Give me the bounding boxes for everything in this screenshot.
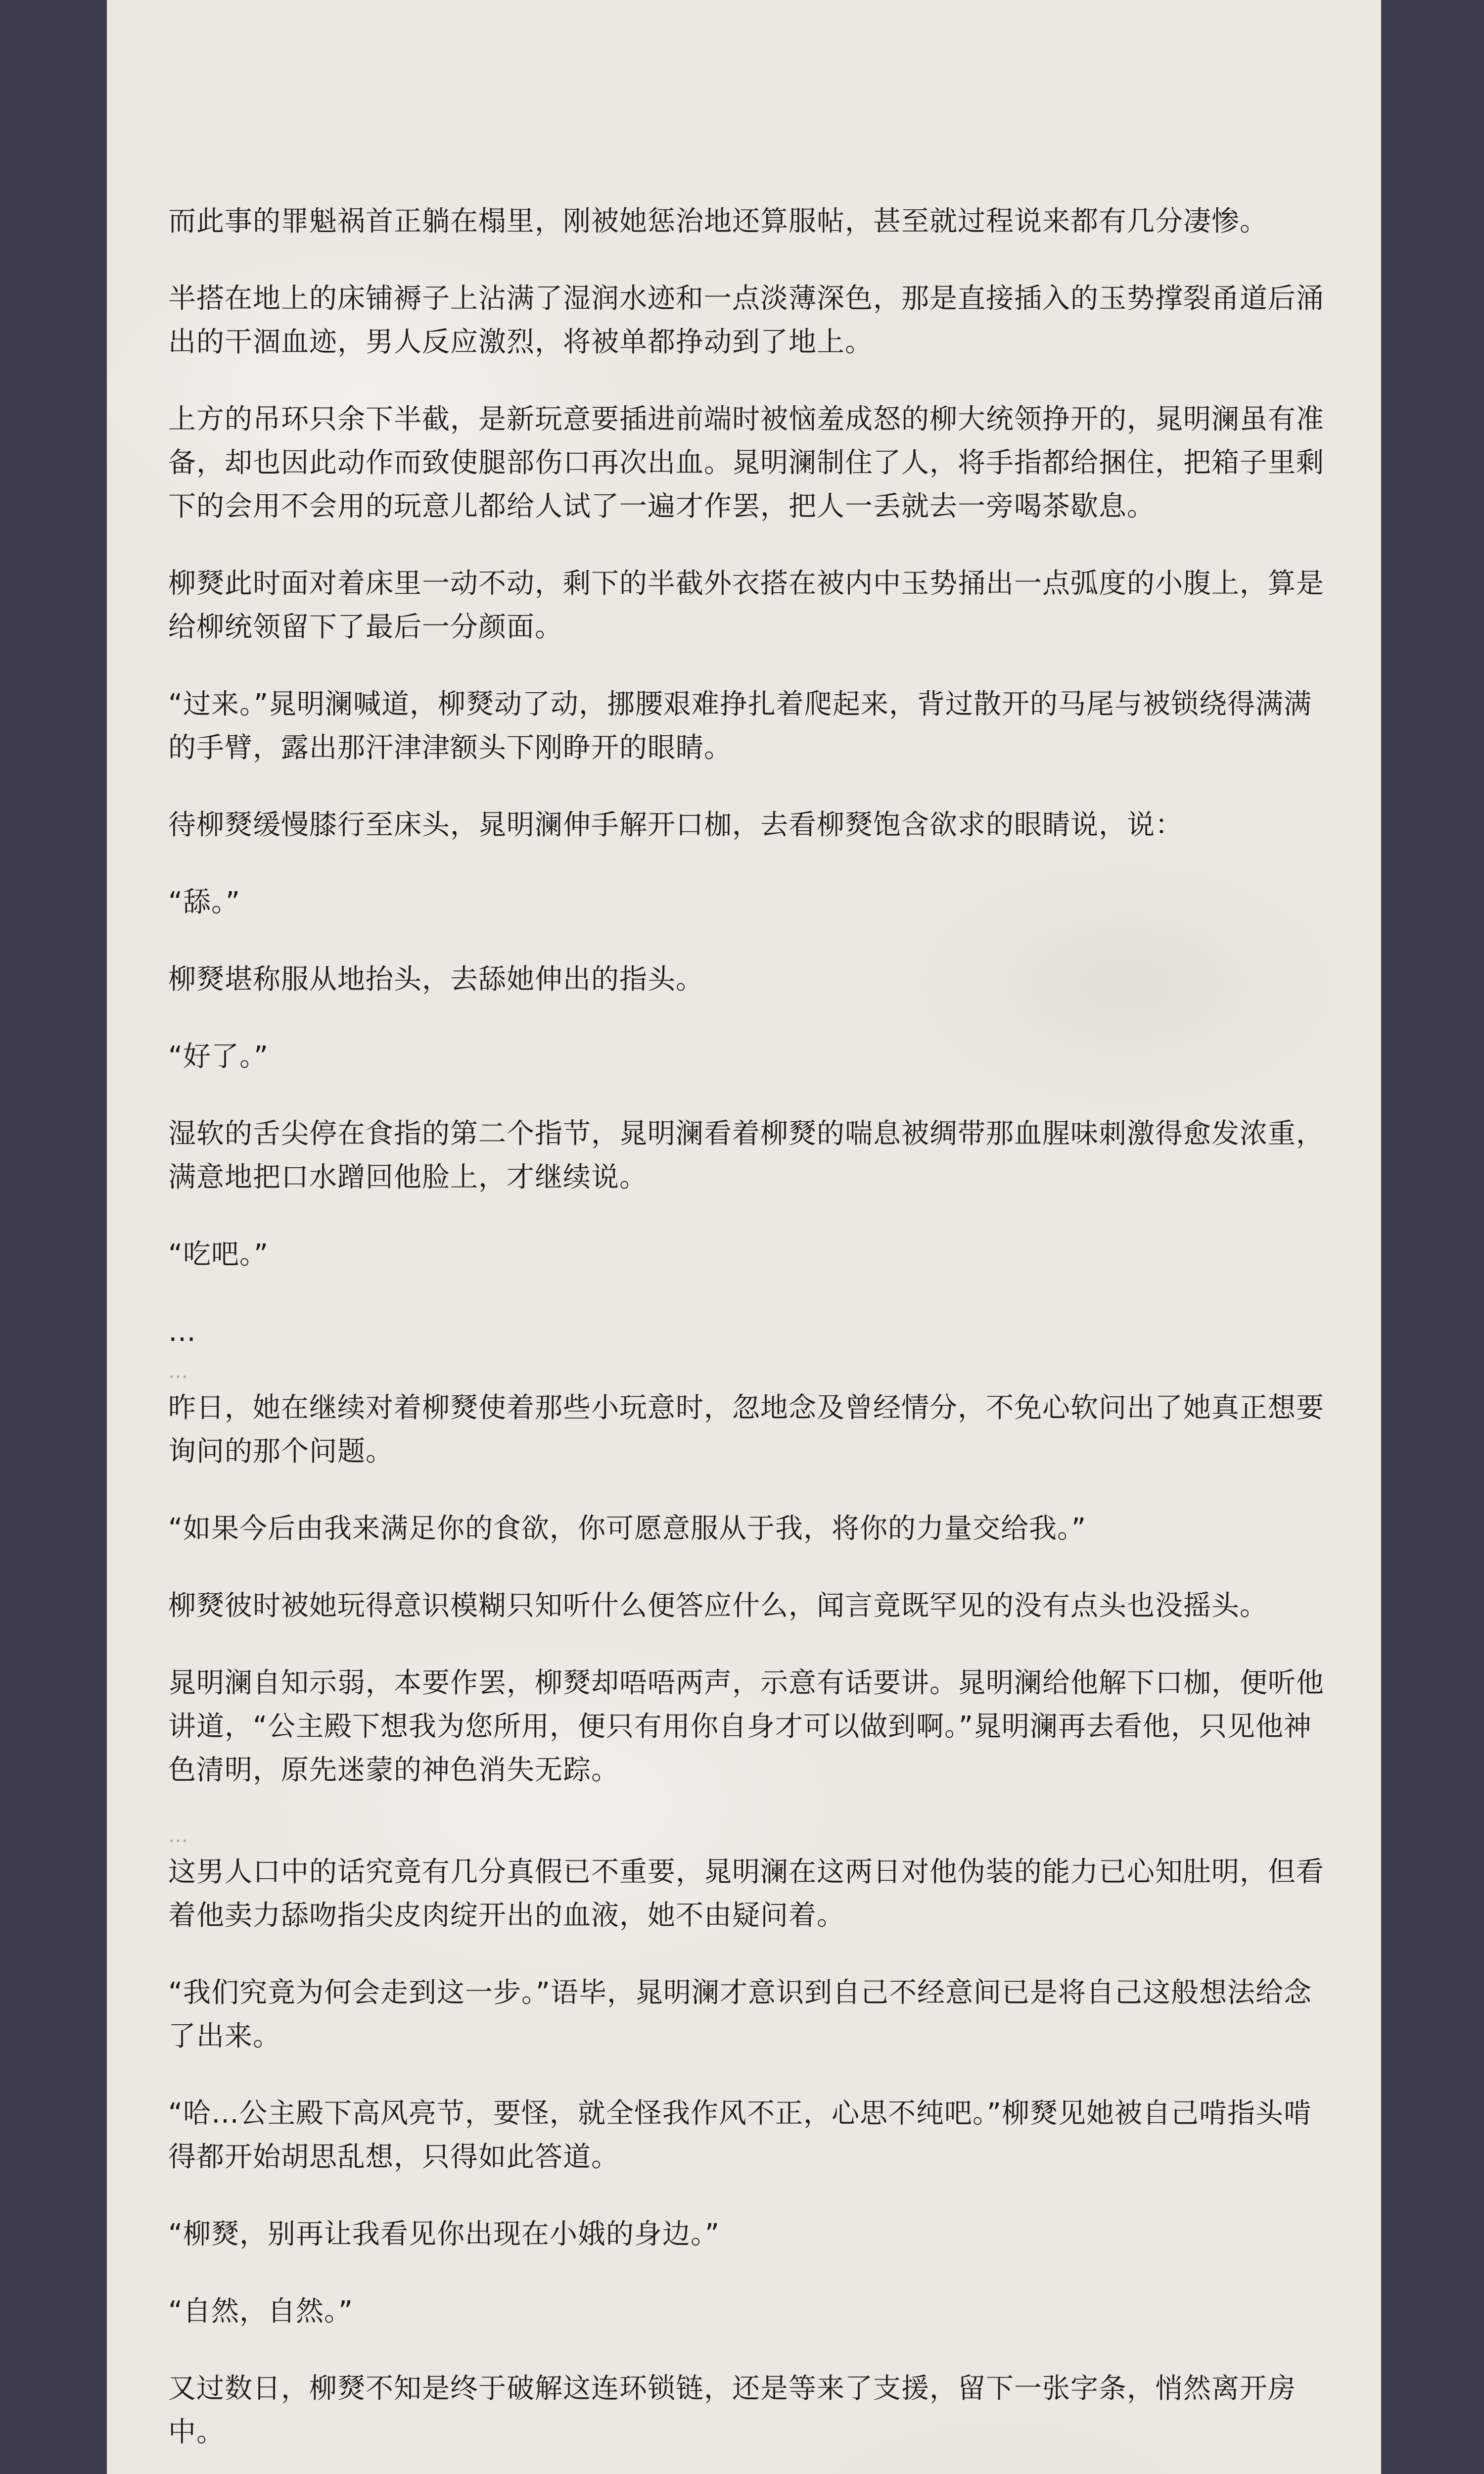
paragraph: 待柳燹缓慢膝行至床头，晁明澜伸手解开口枷，去看柳燹饱含欲求的眼睛说，说：	[168, 809, 1183, 841]
article-body	[168, 200, 1326, 2474]
paragraph: “过来。”晁明澜喊道，柳燹动了动，挪腰艰难挣扎着爬起来，背过散开的马尾与被锁绕得满满的手臂，露出那汗津津额头下刚睁开的眼睛。	[168, 688, 1312, 764]
paragraph: 柳燹彼时被她玩得意识模糊只知听什么便答应什么，闻言竟既罕见的没有点头也没摇头。	[168, 1590, 1268, 1622]
paragraph: 而此事的罪魁祸首正躺在榻里，刚被她惩治地还算服帖，甚至就过程说来都有几分凄惨。	[168, 205, 1268, 238]
paragraph: “吃吧。”	[168, 1238, 269, 1271]
paragraph: …	[168, 1824, 188, 1847]
paragraph: …	[168, 1360, 188, 1383]
paragraph: 又过数日，柳燹不知是终于破解这连环锁链，还是等来了支援，留下一张字条，悄然离开房中。	[168, 2373, 1296, 2448]
paper-background	[107, 0, 1381, 2474]
paragraph: “好了。”	[168, 1041, 269, 1073]
paragraph: …	[168, 1316, 196, 1348]
paragraph: 晁明澜自知示弱，本要作罢，柳燹却唔唔两声，示意有话要讲。晁明澜给他解下口枷，便听他讲道，“公主殿下想我为您所用，便只有用你自身才可以做到啊。”晁明澜再去看他，只见他神色清明，原先迷蒙的神色消失无踪。	[168, 1667, 1324, 1786]
paragraph: “哈…公主殿下高风亮节，要怪，就全怪我作风不正，心思不纯吧。”柳燹见她被自己啃指头啃得都开始胡思乱想，只得如此答道。	[168, 2097, 1312, 2173]
paragraph: “柳燹，别再让我看见你出现在小娥的身边。”	[168, 2218, 720, 2250]
paragraph: 昨日，她在继续对着柳燹使着那些小玩意时，忽地念及曾经情分，不免心软问出了她真正想要询问的那个问题。	[168, 1392, 1324, 1468]
paragraph: “舔。”	[168, 886, 241, 918]
paragraph: “我们究竟为何会走到这一步。”语毕，晁明澜才意识到自己不经意间已是将自己这般想法给念了出来。	[168, 1977, 1312, 2052]
paragraph: “如果今后由我来满足你的食欲，你可愿意服从于我，将你的力量交给我。”	[168, 1513, 1087, 1545]
paragraph: 半搭在地上的床铺褥子上沾满了湿润水迹和一点淡薄深色，那是直接插入的玉势撑裂甬道后涌出的干涸血迹，男人反应激烈，将被单都挣动到了地上。	[168, 283, 1324, 358]
paragraph: 湿软的舌尖停在食指的第二个指节，晁明澜看着柳燹的喘息被绸带那血腥味刺激得愈发浓重，满意地把口水蹭回他脸上，才继续说。	[168, 1118, 1324, 1193]
paragraph: 柳燹此时面对着床里一动不动，剩下的半截外衣搭在被内中玉势捅出一点弧度的小腹上，算是给柳统领留下了最后一分颜面。	[168, 568, 1324, 643]
paragraph: 这男人口中的话究竟有几分真假已不重要，晁明澜在这两日对他伪装的能力已心知肚明，但看着他卖力舔吻指尖皮肉绽开出的血液，她不由疑问着。	[168, 1856, 1324, 1932]
paragraph: 柳燹堪称服从地抬头，去舔她伸出的指头。	[168, 963, 704, 996]
paragraph: “自然，自然。”	[168, 2295, 354, 2328]
paragraph: 上方的吊环只余下半截，是新玩意要插进前端时被恼羞成怒的柳大统领挣开的，晁明澜虽有准备，却也因此动作而致使腿部伤口再次出血。晁明澜制住了人，将手指都给捆住，把箱子里剩下的会用不会用的玩意儿都给人试了一遍才作罢，把人一丢就去一旁喝茶歇息。	[168, 403, 1324, 523]
